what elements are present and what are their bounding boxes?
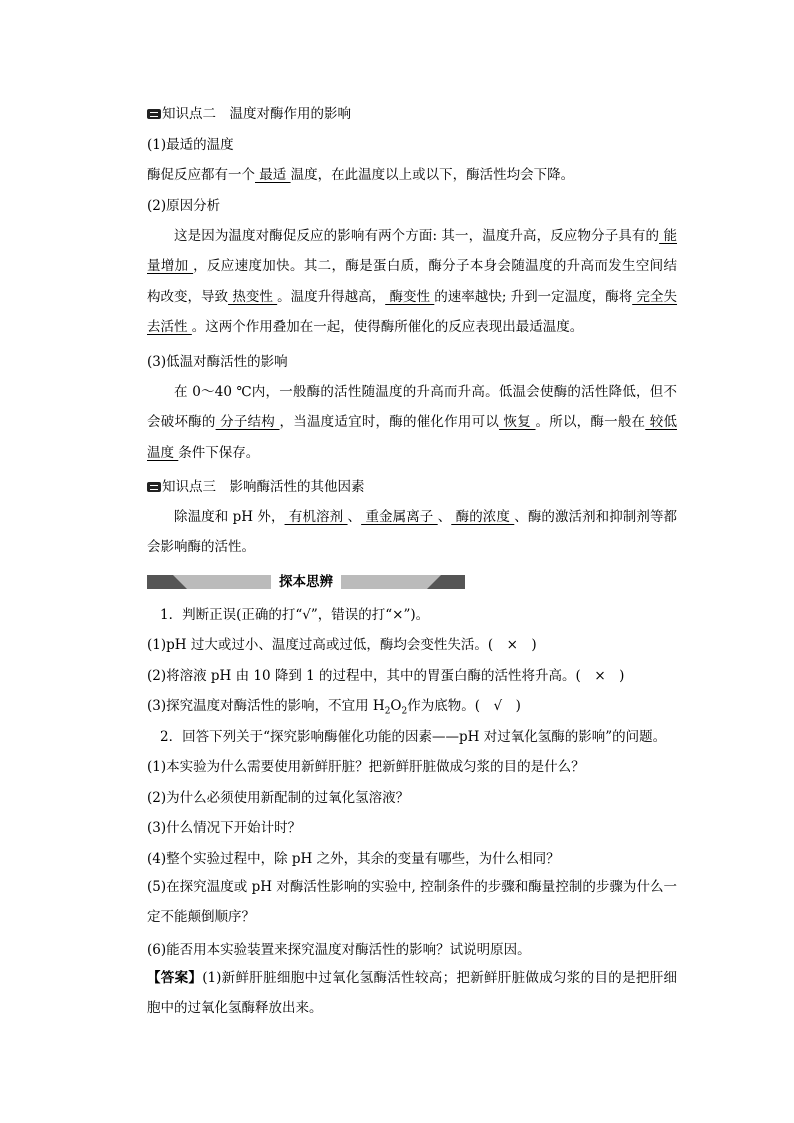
q1-item-1: (1)pH 过大或过小、温度过高或过低，酶均会变性失活。( × ) [147,637,537,653]
q2-item-3: (3)什么情况下开始计时？ [147,820,302,836]
q2-item-6: (6)能否用本实验装置来探究温度对酶活性的影响？试说明原因。 [147,942,531,958]
blank-answer: 分子结构 [215,414,280,431]
blank-answer: 热变性 [228,288,278,305]
blank-answer: 酶变性 [385,288,435,305]
blank-answer: 完全失去活性 [147,288,678,335]
section-title-2: 知识点二 温度对酶作用的影响 [147,102,677,122]
sec2-p3-heading: (3)低温对酶活性的影响 [147,354,288,370]
sec2-p2-heading: (2)原因分析 [147,198,221,214]
sec3-text: 除温度和 pH 外， 有机溶剂 、 重金属离子 、 酶的浓度 、酶的激活剂和抑制剂等都会影响酶的活性。 [147,509,678,556]
section-badge-icon [147,109,161,119]
blank-answer: 能量增加 [147,228,677,275]
q2-item-4: (4)整个实验过程中，除 pH 之外，其余的变量有哪些，为什么相同？ [147,851,560,867]
answer-block: 【答案】(1)新鲜肝脏细胞中过氧化氢酶活性较高；把新鲜肝脏做成匀浆的目的是把肝细胞中的过氧化氢酶释放出来。 [147,970,678,1017]
sec2-p1-text: 酶促反应都有一个 最适 温度，在此温度以上或以下，酶活性均会下降。 [147,167,575,183]
q1-item-2: (2)将溶液 pH 由 10 降到 1 的过程中，其中的胃蛋白酶的活性将升高。( × ) [147,668,625,684]
blank-answer: 有机溶剂 [284,509,348,525]
q1-heading: 1．判断正误(正确的打“√”，错误的打“×”)。 [160,607,430,623]
blank-answer: 重金属离子 [361,509,438,525]
banner-label: 探本思辨 [271,572,341,592]
blank-answer: 较低温度 [147,414,678,461]
q2-heading: 2．回答下列关于“探究影响酶催化功能的因素——pH 对过氧化氢酶的影响”的问题。 [160,729,667,745]
sec2-p1-heading: (1)最适的温度 [147,137,234,153]
blank-answer: 恢复 [499,414,536,431]
q2-item-5: (5)在探究温度或 pH 对酶活性影响的实验中, 控制条件的步骤和酶量控制的步骤为什么一定不能颠倒顺序？ [147,879,677,926]
answer-label: 【答案】 [147,970,203,986]
blank-answer: 酶的浓度 [451,509,515,525]
sec2-p2-text: 这是因为温度对酶促反应的影响有两个方面: 其一，温度升高，反应物分子具有的 能量增加 ，反应速度加快。其二，酶是蛋白质，酶分子本身会随温度的升高而发生空间结构改变，导致 热变性 。温度升得越高， 酶变性 的速率越快; 升到一定温度，酶将 完全失去活性 。这两个作用叠加在一起，使得酶所催化的反应表现出最适温度。 [147,228,678,335]
section-badge-icon [147,482,161,492]
section-banner [147,575,465,589]
q2-item-2: (2)为什么必须使用新配制的过氧化氢溶液？ [147,790,410,806]
section-title-3: 知识点三 影响酶活性的其他因素 [147,475,677,495]
sec2-p3-text: 在 0～40 ℃内，一般酶的活性随温度的升高而升高。低温会使酶的活性降低，但不会破坏酶的 分子结构 ，当温度适宜时，酶的催化作用可以 恢复 。所以，酶一般在 较低温度 条件下保存。 [147,384,678,461]
blank-answer: 最适 [255,167,291,183]
q1-item-3: (3)探究温度对酶活性的影响，不宜用 $H_2O_2$作为底物。( √ ) [147,698,521,717]
q2-item-1: (1)本实验为什么需要使用新鲜肝脏？把新鲜肝脏做成匀浆的目的是什么？ [147,759,585,775]
